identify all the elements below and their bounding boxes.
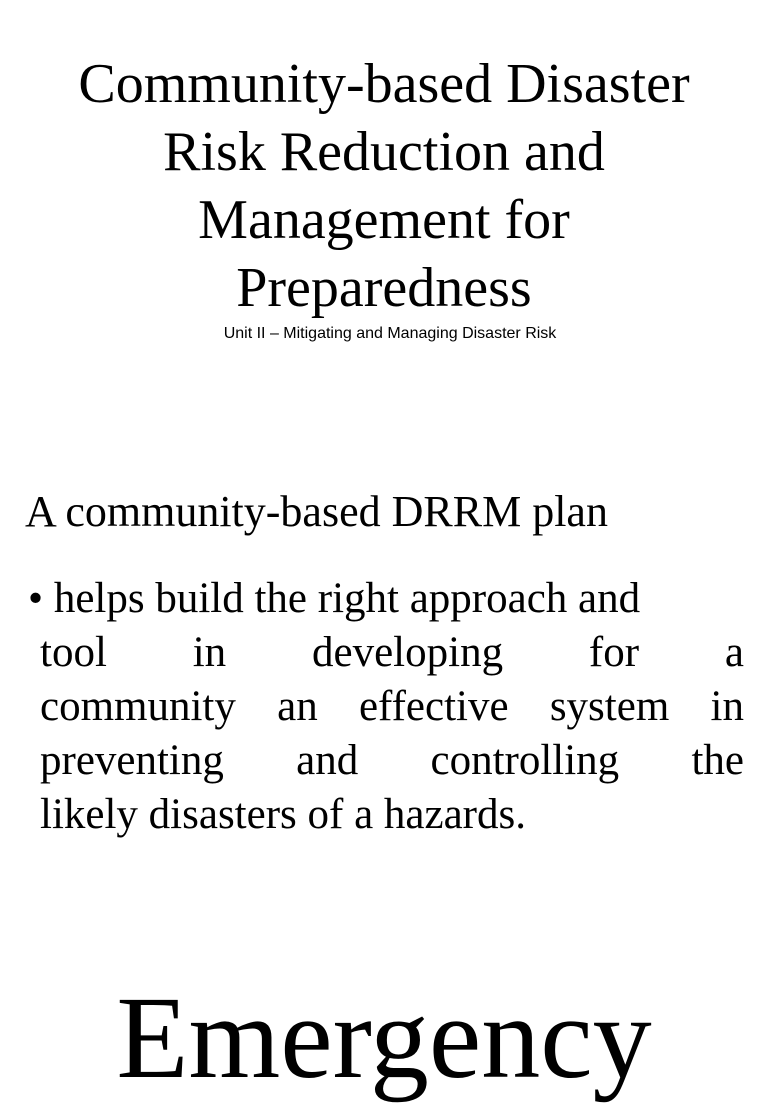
slide-title-line: Community-based Disaster <box>78 53 690 115</box>
slide-title-line: Preparedness <box>236 257 532 319</box>
word: effective <box>358 683 509 730</box>
bullet-line-5: likely disasters of a hazards. <box>40 791 526 838</box>
slide-title-line: Risk Reduction and <box>163 121 605 183</box>
bullet-line-3 <box>40 680 744 734</box>
next-slide-title-partial: Emergency <box>116 972 652 1103</box>
word: and <box>296 737 359 784</box>
slide-title <box>0 50 768 322</box>
bullet-marker: • <box>28 575 44 622</box>
bullet-paragraph <box>28 572 744 842</box>
slide-subtitle: Unit II – Mitigating and Managing Disaster Risk <box>223 325 557 342</box>
word: community <box>40 683 236 730</box>
bullet-line-1 <box>28 572 744 626</box>
word: controlling <box>430 737 620 784</box>
bullet-line-2 <box>40 626 744 680</box>
word: developing <box>312 629 504 676</box>
word: an <box>277 683 318 730</box>
bullet-line-4 <box>40 734 744 788</box>
slide-title-line: Management for <box>198 189 570 251</box>
section-heading: A community-based DRRM plan <box>25 487 608 536</box>
word: in <box>192 629 227 676</box>
word: for <box>588 629 640 676</box>
word: a <box>724 629 744 676</box>
word: in <box>710 683 744 730</box>
word: tool <box>40 629 107 676</box>
word: the <box>691 737 744 784</box>
word: preventing <box>40 737 224 784</box>
bullet-line-text: helps build the right approach and <box>53 575 641 622</box>
word: system <box>549 683 670 730</box>
